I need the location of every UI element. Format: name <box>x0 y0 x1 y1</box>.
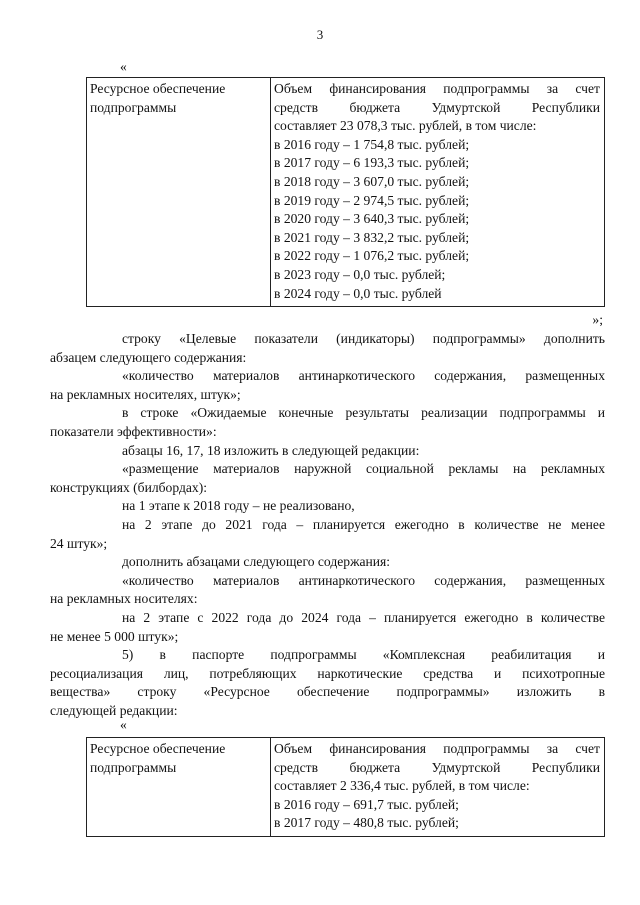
paragraph-line: дополнить абзацами следующего содержания: <box>122 554 391 570</box>
table-value-line: составляет 23 078,3 тыс. рублей, в том числе: <box>274 118 537 134</box>
table-value-line: в 2023 году – 0,0 тыс. рублей; <box>274 266 446 282</box>
paragraph <box>86 442 605 461</box>
paragraph-line: следующей редакции: <box>50 702 178 718</box>
table-value-cell <box>271 78 605 307</box>
table-value-line: в 2018 году – 3 607,0 тыс. рублей; <box>274 173 470 189</box>
paragraph <box>86 553 605 572</box>
paragraph-line: 5) в паспорте подпрограммы «Комплексная реабилитация и <box>122 647 605 663</box>
close-quote: »; <box>592 312 603 327</box>
table-label-cell <box>87 738 271 837</box>
table-value-line: в 2022 году – 1 076,2 тыс. рублей; <box>274 248 470 264</box>
paragraph-line: строку «Целевые показатели (индикаторы) подпрограммы» дополнить <box>122 331 605 346</box>
table-row <box>87 78 605 307</box>
paragraph-line: ресоциализация лиц, потребляющих наркотические средства и психотропные <box>50 665 605 681</box>
paragraph-line: на 1 этапе к 2018 году – не реализовано, <box>122 498 355 514</box>
table-value-line: Объем финансирования подпрограммы за счет <box>274 741 600 756</box>
paragraph-line: вещества» строку «Ресурсное обеспечение подпрограммы» изложить в <box>50 684 605 700</box>
table-label-line: Ресурсное обеспечение <box>90 741 226 756</box>
table-value-line: Объем финансирования подпрограммы за счет <box>274 81 600 96</box>
paragraph-line: «размещение материалов наружной социальной рекламы на рекламных <box>122 461 605 477</box>
paragraph-line: «количество материалов антинаркотического содержания, размещенных <box>122 572 605 588</box>
body-text <box>50 330 605 720</box>
paragraph <box>86 497 605 516</box>
table-value-line: в 2017 году – 6 193,3 тыс. рублей; <box>274 155 470 171</box>
table-value-line: в 2016 году – 1 754,8 тыс. рублей; <box>274 136 470 152</box>
paragraph-line: на 2 этапе до 2021 года – планируется ежегодно в количестве не менее <box>122 516 605 532</box>
paragraph <box>50 646 605 720</box>
paragraph <box>50 609 605 646</box>
paragraph <box>50 516 605 553</box>
paragraph-line: 24 штук»; <box>50 535 108 551</box>
page-number: 3 <box>316 27 324 42</box>
paragraph <box>50 460 605 497</box>
table-value-line: в 2020 году – 3 640,3 тыс. рублей; <box>274 211 470 227</box>
paragraph-line: показатели эффективности»: <box>50 423 217 439</box>
paragraph-line: конструкциях (билбордах): <box>50 479 208 495</box>
paragraph-line: на рекламных носителях: <box>50 591 198 607</box>
open-quote-2: « <box>120 717 127 732</box>
paragraph <box>50 367 605 404</box>
paragraph-line: на 2 этапе с 2022 года до 2024 года – планируется ежегодно в количестве <box>122 609 605 625</box>
paragraph-line: не менее 5 000 штук»; <box>50 628 179 644</box>
paragraph-line: на рекламных носителях, штук»; <box>50 386 241 402</box>
table-value-line: составляет 2 336,4 тыс. рублей, в том числе: <box>274 778 530 794</box>
table-value-line: в 2021 году – 3 832,2 тыс. рублей; <box>274 229 470 245</box>
paragraph <box>50 330 605 367</box>
table-value-line: средств бюджета Удмуртской Республики <box>274 99 600 115</box>
paragraph-line: в строке «Ожидаемые конечные результаты реализации подпрограммы и <box>122 405 605 421</box>
paragraph-line: «количество материалов антинаркотического содержания, размещенных <box>122 368 605 384</box>
table-label-line: подпрограммы <box>90 759 177 775</box>
table-label-line: подпрограммы <box>90 99 177 115</box>
table-label-line: Ресурсное обеспечение <box>90 81 226 96</box>
paragraph <box>50 572 605 609</box>
open-quote-1: « <box>120 59 127 74</box>
table-value-line: в 2017 году – 480,8 тыс. рублей; <box>274 815 459 831</box>
resource-table-1 <box>86 77 605 307</box>
table-value-line: в 2024 году – 0,0 тыс. рублей <box>274 285 442 301</box>
paragraph-line: абзацем следующего содержания: <box>50 349 247 365</box>
paragraph <box>50 404 605 441</box>
table-value-line: средств бюджета Удмуртской Республики <box>274 759 600 775</box>
table-row <box>87 738 605 837</box>
paragraph-line: абзацы 16, 17, 18 изложить в следующей редакции: <box>122 442 420 458</box>
resource-table-2 <box>86 737 605 837</box>
table-value-line: в 2019 году – 2 974,5 тыс. рублей; <box>274 192 470 208</box>
table-value-cell <box>271 738 605 837</box>
table-label-cell <box>87 78 271 307</box>
table-value-line: в 2016 году – 691,7 тыс. рублей; <box>274 796 459 812</box>
